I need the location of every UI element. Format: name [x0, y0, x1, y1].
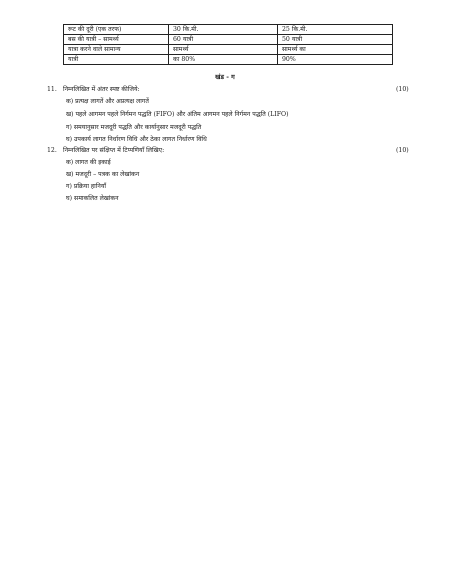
question-number: 12. — [47, 147, 57, 154]
question-part: घ) उपकार्य लागत निर्धारण विधि और ठेका लागत निर्धारण विधि — [66, 136, 207, 143]
table-cell: यात्री — [64, 55, 169, 65]
table-row — [64, 45, 393, 55]
table-cell: 60 यात्री — [169, 35, 278, 45]
question-marks: (10) — [396, 147, 409, 154]
table-cell: सामर्थ्य का — [278, 45, 393, 55]
question-marks: (10) — [396, 86, 409, 93]
question-part: क) लागत की इकाई — [66, 159, 111, 166]
question-part: ख) मजदूरी – पत्रक का लेखांकन — [66, 171, 140, 178]
table-row — [64, 55, 393, 65]
question-part: ग) समयानुसार मजदूरी पद्धति और कार्यानुसार मजदूरी पद्धति — [66, 124, 202, 131]
question-part: ख) पहले आगमन पहले निर्गमन पद्धति (FIFO) और अंतिम आगमन पहले निर्गमन पद्धति (LIFO) — [66, 111, 289, 118]
table-cell: सामर्थ्य — [169, 45, 278, 55]
table-cell: का 80% — [169, 55, 278, 65]
table-cell: 90% — [278, 55, 393, 65]
table-row — [64, 35, 393, 45]
section-title: खंड - ग — [215, 73, 235, 81]
table-cell: 30 कि.मी. — [169, 25, 278, 35]
question-number: 11. — [47, 86, 57, 93]
question-part: क) प्रत्यक्ष लागतें और अप्रत्यक्ष लागतें — [66, 98, 149, 105]
question-text: निम्नलिखित पर संक्षिप्त में टिप्पणियाँ लिखिए: — [63, 147, 165, 154]
table-row — [64, 25, 393, 35]
question-part: ग) प्रक्रिया हानियाँ — [66, 183, 107, 190]
table-cell: 50 यात्री — [278, 35, 393, 45]
table-cell: रूट की दूरी (एक तरफ) — [64, 25, 169, 35]
table-cell: बस की यात्री – सामर्थ्य — [64, 35, 169, 45]
table-cell: 25 कि.मी. — [278, 25, 393, 35]
table-cell: यात्रा करने वाले सामान्य — [64, 45, 169, 55]
question-part: घ) समाकलित लेखांकन — [66, 195, 119, 202]
route-data-table — [63, 24, 393, 65]
question-text: निम्नलिखित में अंतर स्पष्ट कीजिये: — [63, 86, 140, 93]
